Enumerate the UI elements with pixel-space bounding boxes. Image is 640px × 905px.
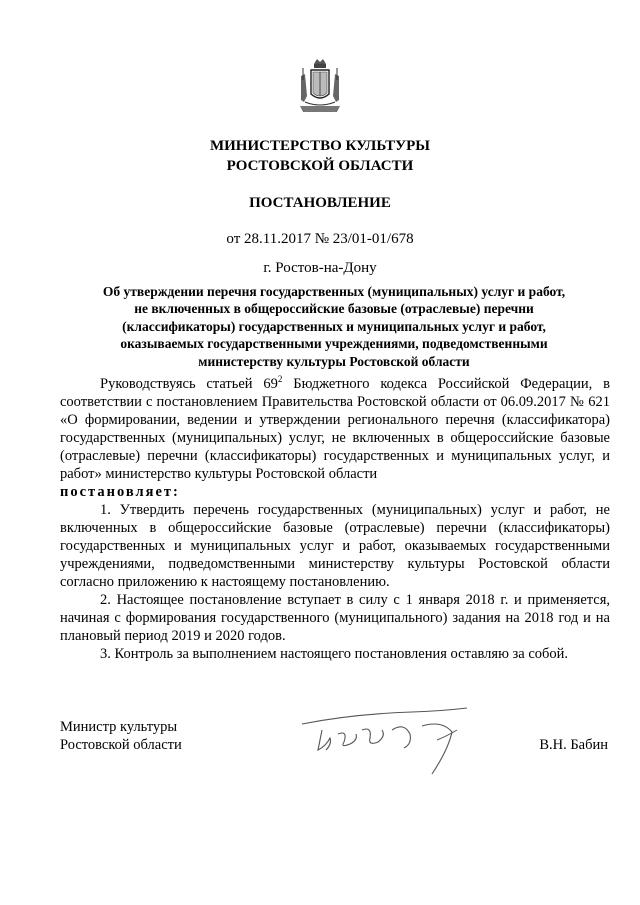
title-line: министерству культуры Ростовской области <box>198 353 470 369</box>
title-line: не включенных в общероссийские базовые (отраслевые) перечни <box>134 301 534 317</box>
title-line: оказываемых государственными учреждениями, подведомственными <box>120 336 548 352</box>
document-type: ПОСТАНОВЛЕНИЕ <box>249 195 391 211</box>
signer-position-line2: Ростовской области <box>60 737 182 753</box>
handwritten-signature <box>292 700 482 780</box>
decree-word: постановляет: <box>60 484 180 500</box>
item-paragraph-3: 3. Контроль за выполнением настоящего постановления оставляю за собой. <box>100 646 569 662</box>
coat-of-arms-icon <box>297 56 343 116</box>
document-body <box>60 375 610 663</box>
ministry-name-line2: РОСТОВСКОЙ ОБЛАСТИ <box>226 158 414 174</box>
intro-text-part2: Бюджетного кодекса Российской Федерации, в соответствии с постановлением Правительства Ростовской области от 06.09.2017 № 621 «О формировании, ведении и утверждении регионального перечня (классификатора) государственных (муниципальных) услуг, не включенных в общероссийские базовые (отраслевые) перечни (классификаторы) государственных и муниципальных услуг, и работ» министерство культуры Ростовской области <box>60 376 611 482</box>
document-city: г. Ростов-на-Дону <box>263 260 377 276</box>
title-line: Об утверждении перечня государственных (муниципальных) услуг и работ, <box>102 284 566 299</box>
document-number-date: от 28.11.2017 № 23/01-01/678 <box>226 231 414 247</box>
intro-text-part1: Руководствуясь статьей 69 <box>100 376 278 392</box>
ministry-name <box>0 136 640 176</box>
title-line: (классификаторы) государственных и муниципальных услуг и работ, <box>122 318 546 334</box>
item-paragraph-2: 2. Настоящее постановление вступает в силу с 1 января 2018 г. и применяется, начиная с формирования государственного (муниципального) задания на 2018 год и на плановый период 2019 и 2020 годов. <box>60 592 610 644</box>
decree-paragraph <box>60 483 610 501</box>
item-paragraph-1: 1. Утвердить перечень государственных (муниципальных) услуг и работ, не включенных в общероссийские базовые (отраслевые) перечни (классификаторы) государственных и муниципальных услуг и работ, оказываемых государственными учреждениями, подведомственными министерству культуры Ростовской области согласно приложению к настоящему постановлению. <box>60 502 610 590</box>
signer-name: В.Н. Бабин <box>539 737 608 753</box>
intro-superscript: 2 <box>277 374 283 385</box>
signer-position <box>60 718 182 754</box>
document-title <box>60 283 608 370</box>
signer-position-line1: Министр культуры <box>60 719 178 735</box>
ministry-name-line1: МИНИСТЕРСТВО КУЛЬТУРЫ <box>209 138 431 154</box>
intro-paragraph <box>60 375 610 483</box>
